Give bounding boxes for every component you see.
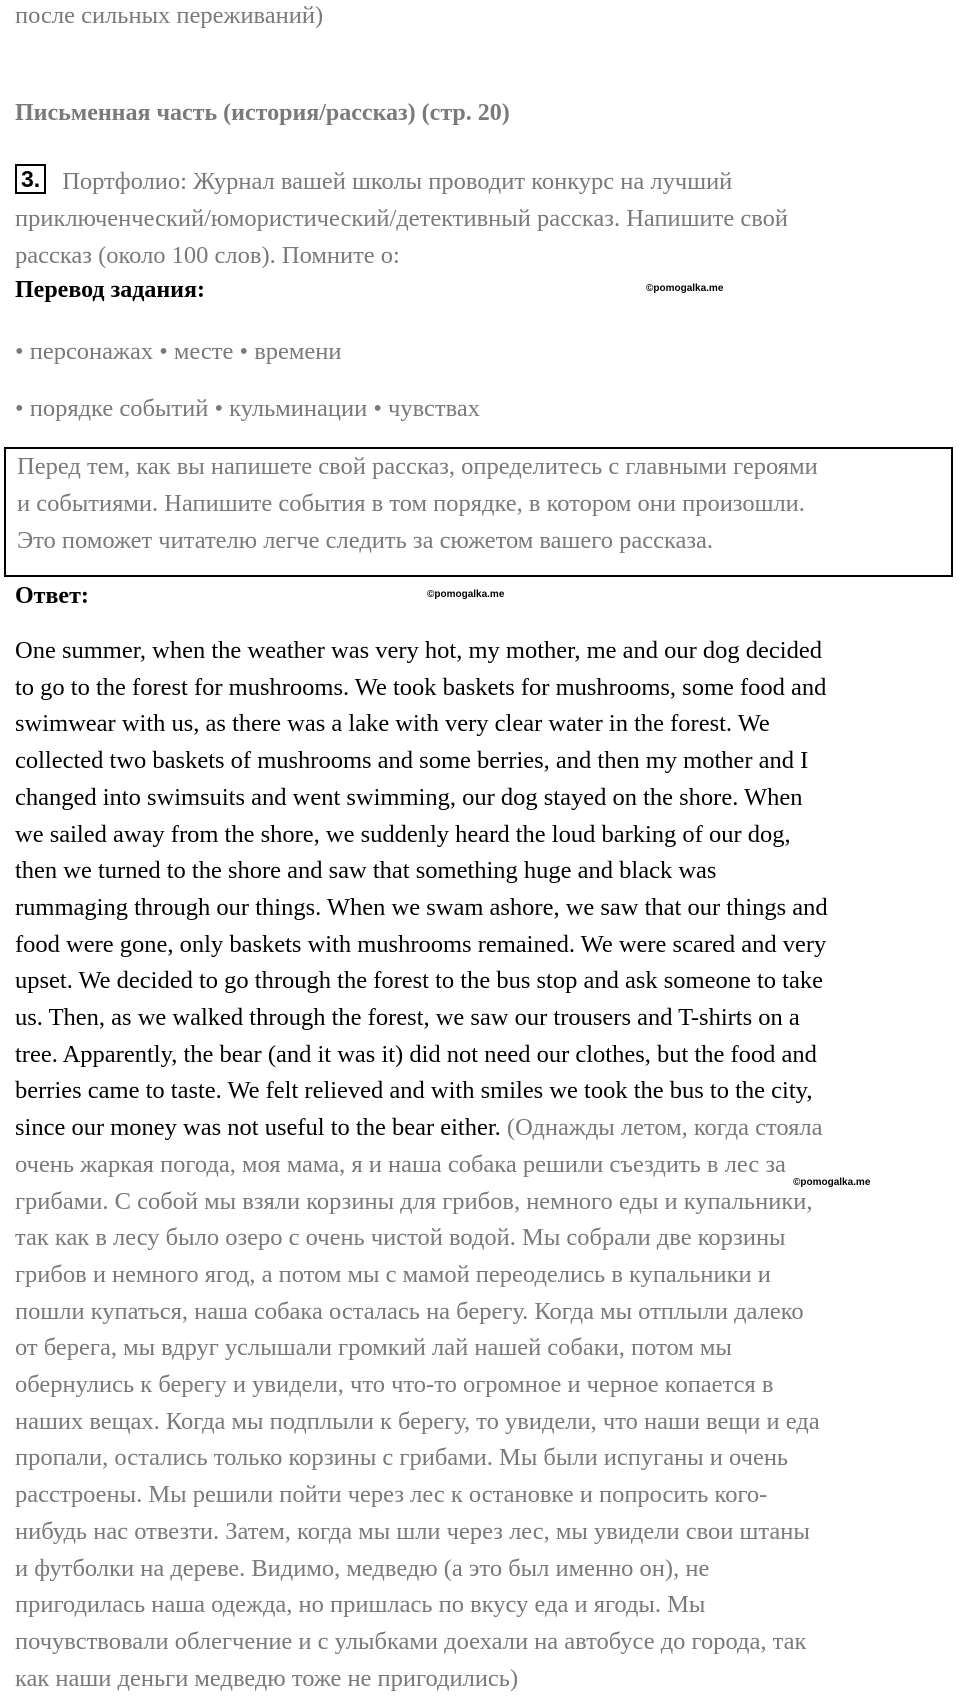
task-line-1 (15, 163, 732, 200)
answer-russian-fragment: (Однажды летом, когда стояла (506, 1114, 823, 1142)
answer-english-line: berries came to taste. We felt relieved and with smiles we took the bus to the city, (15, 1077, 813, 1105)
answer-russian-line: и футболки на дереве. Видимо, медведю (а это был именно он), не (15, 1554, 710, 1582)
answer-russian-line: грибами. С собой мы взяли корзины для грибов, немного еды и купальники, (15, 1187, 813, 1215)
task-number-badge: 3. (15, 164, 46, 194)
answer-russian-line: почувствовали облегчение и с улыбками доехали на автобусе до города, так (15, 1627, 807, 1655)
answer-russian-line: грибов и немного ягод, а потом мы с мамой переоделись в купальники и (15, 1260, 771, 1288)
answer-english-line: upset. We decided to go through the forest to the bus stop and ask someone to take (15, 967, 823, 995)
bullet-line-2: • порядке событий • кульминации • чувствах (15, 395, 480, 422)
previous-text-fragment: после сильных переживаний) (15, 2, 324, 29)
watermark: ©pomogalka.me (793, 1177, 871, 1188)
answer-mixed-line (15, 1110, 828, 1147)
answer-russian-line: нибудь нас отвезти. Затем, когда мы шли через лес, мы увидели свои штаны (15, 1517, 810, 1545)
answer-russian-line: очень жаркая погода, моя мама, я и наша собака решили съездить в лес за (15, 1150, 786, 1178)
answer-russian-line: расстроены. Мы решили пойти через лес к остановке и попросить кого- (15, 1481, 768, 1509)
watermark: ©pomogalka.me (427, 589, 505, 600)
answer-english-line: then we turned to the shore and saw that something huge and black was (15, 857, 717, 885)
tip-line-1: Перед тем, как вы напишете свой рассказ, определитесь с главными героями (17, 453, 818, 480)
answer-russian-line: как наши деньги медведю тоже не пригодились) (15, 1664, 519, 1692)
answer-heading: Ответ: (15, 583, 89, 609)
translation-heading: Перевод задания: (15, 277, 205, 303)
answer-english-line: changed into swimsuits and went swimming, our dog stayed on the shore. When (15, 783, 803, 811)
answer-russian-line: пропали, остались только корзины с грибами. Мы были испуганы и очень (15, 1444, 789, 1472)
answer-russian-line: пригодилась наша одежда, но пришлась по вкусу еда и ягоды. Мы (15, 1591, 706, 1619)
answer-english-line: to go to the forest for mushrooms. We took baskets for mushrooms, some food and (15, 673, 827, 701)
task-text: Портфолио: Журнал вашей школы проводит конкурс на лучший (62, 168, 733, 195)
answer-english-line: food were gone, only baskets with mushrooms remained. We were scared and very (15, 930, 827, 958)
answer-english-line: us. Then, as we walked through the forest, we saw our trousers and T-shirts on a (15, 1004, 800, 1032)
answer-russian-line: обернулись к берегу и увидели, что что-то огромное и черное копается в (15, 1371, 774, 1399)
answer-english-line: collected two baskets of mushrooms and some berries, and then my mother and I (15, 747, 809, 775)
answer-english-line: rummaging through our things. When we swam ashore, we saw that our things and (15, 893, 828, 921)
tip-line-2: и событиями. Напишите события в том порядке, в котором они произошли. (17, 490, 805, 517)
section-heading: Письменная часть (история/рассказ) (стр. 20) (15, 100, 510, 126)
task-line-2: приключенческий/юмористический/детективный рассказ. Напишите свой (15, 205, 788, 232)
answer-english-line: One summer, when the weather was very hot, my mother, me and our dog decided (15, 637, 822, 664)
answer-english-line: we sailed away from the shore, we suddenly heard the loud barking of our dog, (15, 820, 791, 848)
answer-russian-line: пошли купаться, наша собака осталась на берегу. Когда мы отплыли далеко (15, 1297, 804, 1325)
answer-text (15, 633, 828, 1697)
tip-line-3: Это поможет читателю легче следить за сюжетом вашего рассказа. (17, 527, 714, 554)
watermark: ©pomogalka.me (646, 283, 724, 294)
answer-russian-line: от берега, мы вдруг услышали громкий лай нашей собаки, потом мы (15, 1334, 732, 1362)
answer-english-line: tree. Apparently, the bear (and it was it) did not need our clothes, but the food and (15, 1040, 817, 1068)
task-line-3: рассказ (около 100 слов). Помните о: (15, 242, 400, 269)
answer-russian-line: наших вещах. Когда мы подплыли к берегу, то увидели, что наши вещи и еда (15, 1407, 820, 1435)
answer-english-line: swimwear with us, as there was a lake with very clear water in the forest. We (15, 710, 770, 738)
answer-russian-line: так как в лесу было озеро с очень чистой водой. Мы собрали две корзины (15, 1224, 786, 1252)
bullet-line-1: • персонажах • месте • времени (15, 338, 342, 365)
tip-box (4, 447, 953, 577)
answer-english-line: since our money was not useful to the bear either. (15, 1114, 501, 1142)
